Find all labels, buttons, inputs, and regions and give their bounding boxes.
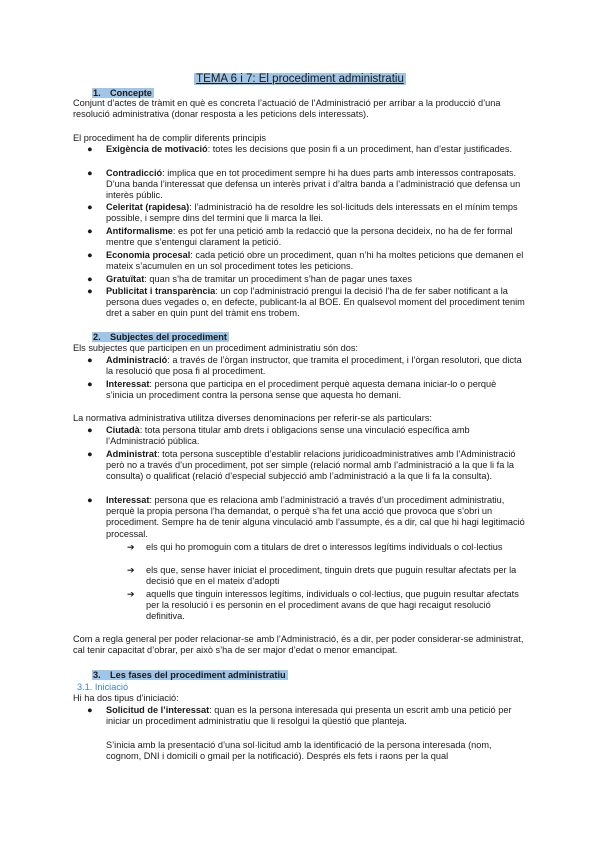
list-item: ● Gratuïtat: quan s’ha de tramitar un procediment s’han de pagar unes taxes — [87, 274, 412, 284]
section-3-heading: 3. Les fases del procediment administratiu — [93, 670, 286, 680]
norm-intro: La normativa administrativa utilitza diverses denominacions per referir-se als particulars: — [73, 413, 432, 423]
list-item: ● Administració: a través de l’òrgan instructor, que tramita el procediment, i l’òrgan resolutori, que dicta la resolució que posa fi al procediment. — [87, 355, 522, 377]
list-item: ● Contradicció: implica que en tot procediment sempre hi ha dues parts amb interessos contraposats. D’una banda l’interessat que defensa un interès privat i d’altra banda a l’administració que defensa un interès públic. — [87, 168, 521, 201]
arrow-item: ➔ els que, sense haver iniciat el procediment, tinguin drets que puguin resultar afectats per la decisió que en el mateix d’adopti — [127, 565, 517, 587]
section-3-intro: Hi ha dos tipus d’iniciació: — [73, 693, 179, 703]
section-2-heading: 2. Subjectes del procediment — [93, 332, 227, 342]
list-item: ● Exigència de motivació: totes les decisions que posin fi a un procediment, han d’estar justificades. — [87, 144, 513, 154]
subsection-3-1-heading: 3.1. Iniciació — [77, 682, 129, 692]
list-item: ● Antiformalisme: es pot fer una petició amb la redacció que la persona decideix, no ha de fer formal mentre que s’entengui clarament la petició. — [87, 226, 513, 248]
list-item: ● Interessat: persona que es relaciona amb l’administració a través d’un procediment administratiu, perquè la propia persona l’ha demandat, o perquè s’ha fet una acció que provoca que s’obri un procediment. Sempre ha de tenir alguna vinculació amb l’assumpte, és a dir, cal que hi hagi legitimació processal. — [87, 495, 525, 539]
list-item: ● Interessat: persona que participa en el procediment perquè aquesta demana iniciar-lo o perquè s’inicia un procediment contra la persona sense que aquesta ho demani. — [87, 379, 497, 401]
list-item: ● Publicitat i transparència: un cop l’administració prengui la decisió l’ha de fer saber notificant a la persona dues vegades o, en defecte, publicant-la al BOE. En qualsevol moment del procediment tenim dret a saber en quin punt del tràmit ens trobem. — [87, 286, 525, 319]
arrow-item: ➔ aquells que tinguin interessos legítims, individuals o col·lectius, que puguin resultar afectats per la resolució i es personin en el procediment avans de que hagi recaigut resolució definitiva. — [127, 589, 519, 622]
section-1-heading: 1. Concepte — [93, 88, 152, 98]
section-3-continuation: S’inicia amb la presentació d’una sol·licitud amb la identificació de la persona interesada (nom, cognom, DNI i domicili o gmail per la notificació). Després els fets i raons per la qual — [106, 740, 492, 762]
principles-intro: El procediment ha de complir diferents principis — [73, 133, 267, 143]
general-rule: Com a regla general per poder relacionar-se amb l’Administració, és a dir, per poder considerar-se administrat, cal tenir capacitat d’obrar, per això s’ha de ser major d’edat o menor emancipat. — [73, 634, 524, 656]
list-item: ● Administrat: tota persona susceptible d’establir relacions juridicoadministratives amb l’Administració però no a través d’un procediment, pot ser simple (relació normal amb l’administració a la que li fa la consulta) o qualificat (relació d’especial subjecció amb l’administració a la que li fa la consulta). — [87, 449, 516, 482]
list-item: ● Ciutadà: tota persona titular amb drets i obligacions sense una vinculació específica amb l’Administració pública. — [87, 425, 470, 447]
section-1-intro: Conjunt d’actes de tràmit en què es concreta l’actuació de l’Administració per arribar a la producció d’una resolució administrativa (donar resposta a les peticions dels interessats). — [73, 98, 501, 120]
document-title: TEMA 6 i 7: El procediment administratiu — [196, 73, 404, 85]
section-2-intro: Els subjectes que participen en un procediment administratiu són dos: — [73, 343, 358, 353]
list-item: ● Solicitud de l’interessat: quan es la persona interesada qui presenta un escrit amb una petició per iniciar un procediment administratiu que li resolgui la qüestió que planteja. — [87, 705, 512, 727]
arrow-item: ➔ els qui ho promoguin com a titulars de dret o interessos legítims individuals o col·lectius — [127, 542, 503, 552]
list-item: ● Celeritat (rapidesa): l’administració ha de resoldre les sol·licituds dels interessats en el mínim temps possible, i sempre dins del termini que li marca la llei. — [87, 202, 518, 224]
list-item: ● Economia procesal: cada petició obre un procediment, quan n’hi ha moltes peticions que demanen el mateix s’acumulen en un sol procediment totes les peticions. — [87, 250, 524, 272]
